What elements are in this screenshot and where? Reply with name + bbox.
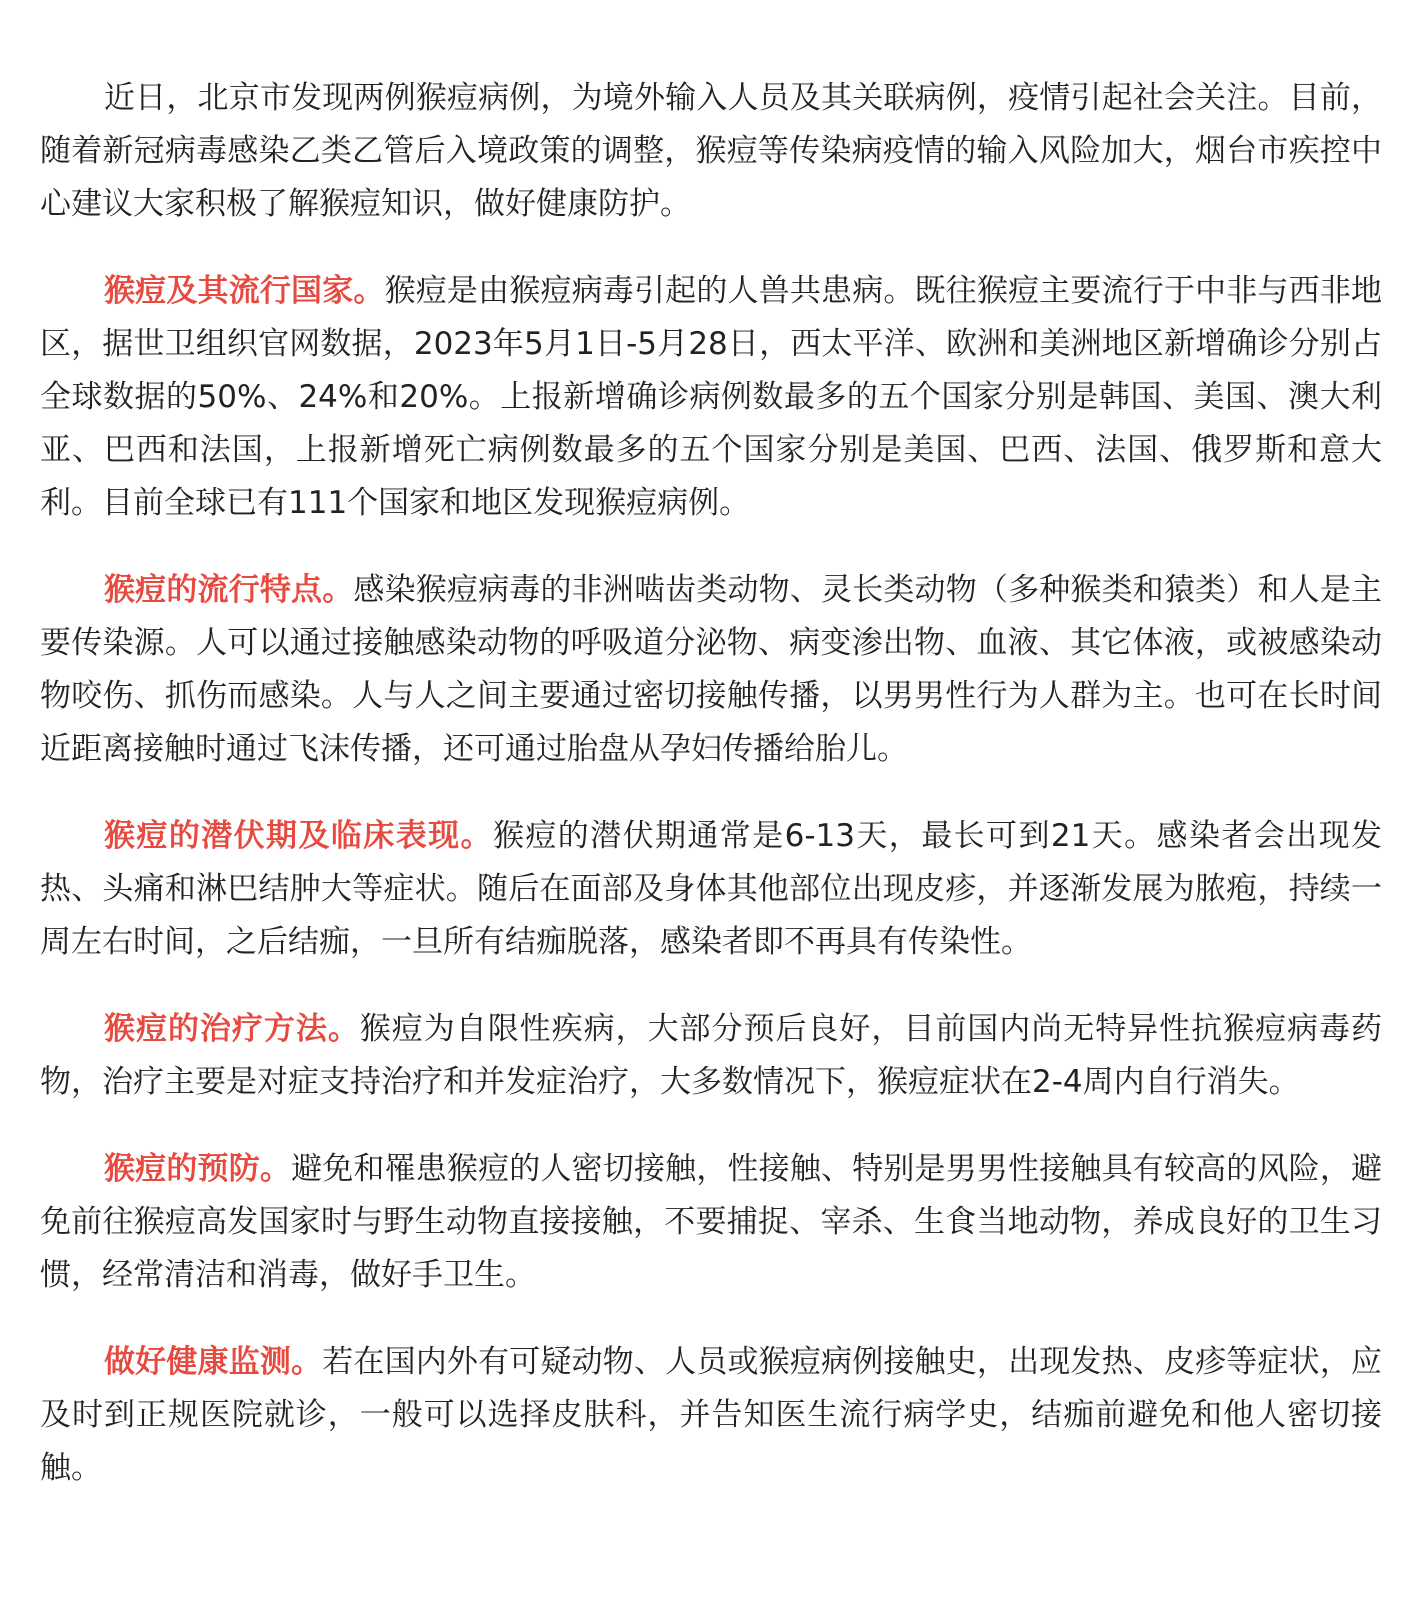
- section-paragraph: [40, 1003, 1382, 1109]
- intro-paragraph: [40, 72, 1382, 231]
- section-paragraph: [40, 1336, 1382, 1495]
- section-body: 猴痘为自限性疾病，大部分预后良好，目前国内尚无特异性抗猴痘病毒药物，治疗主要是对症支持治疗和并发症治疗，大多数情况下，猴痘症状在2-4周内自行消失。: [40, 1011, 1382, 1100]
- section-paragraph: [40, 564, 1382, 776]
- section-body: 避免和罹患猴痘的人密切接触，性接触、特别是男男性接触具有较高的风险，避免前往猴痘高发国家时与野生动物直接接触，不要捕捉、宰杀、生食当地动物，养成良好的卫生习惯，经常清洁和消毒，做好手卫生。: [40, 1151, 1383, 1293]
- section-heading: 猴痘的治疗方法。: [104, 1011, 360, 1047]
- section-body: 若在国内外有可疑动物、人员或猴痘病例接触史，出现发热、皮疹等症状，应及时到正规医院就诊，一般可以选择皮肤科，并告知医生流行病学史，结痂前避免和他人密切接触。: [40, 1344, 1383, 1486]
- intro-text: 近日，北京市发现两例猴痘病例，为境外输入人员及其关联病例，疫情引起社会关注。目前，随着新冠病毒感染乙类乙管后入境政策的调整，猴痘等传染病疫情的输入风险加大，烟台市疾控中心建议大家积极了解猴痘知识，做好健康防护。: [40, 80, 1382, 222]
- section-heading: 猴痘的潜伏期及临床表现。: [104, 818, 493, 854]
- section-body: 猴痘是由猴痘病毒引起的人兽共患病。既往猴痘主要流行于中非与西非地区，据世卫组织官网数据，2023年5月1日-5月28日，西太平洋、欧洲和美洲地区新增确诊分别占全球数据的50%、24%和20%。上报新增确诊病例数最多的五个国家分别是韩国、美国、澳大利亚、巴西和法国，上报新增死亡病例数最多的五个国家分别是美国、巴西、法国、俄罗斯和意大利。目前全球已有111个国家和地区发现猴痘病例。: [40, 273, 1382, 521]
- section-heading: 猴痘的预防。: [104, 1151, 292, 1187]
- section-heading: 猴痘的流行特点。: [104, 572, 354, 608]
- section-body: 猴痘的潜伏期通常是6-13天，最长可到21天。感染者会出现发热、头痛和淋巴结肿大等症状。随后在面部及身体其他部位出现皮疹，并逐渐发展为脓疱，持续一周左右时间，之后结痂，一旦所有结痂脱落，感染者即不再具有传染性。: [40, 818, 1382, 960]
- section-paragraph: [40, 265, 1382, 530]
- section-paragraph: [40, 810, 1382, 969]
- section-paragraph: [40, 1143, 1382, 1302]
- section-body: 感染猴痘病毒的非洲啮齿类动物、灵长类动物（多种猴类和猿类）和人是主要传染源。人可以通过接触感染动物的呼吸道分泌物、病变渗出物、血液、其它体液，或被感染动物咬伤、抓伤而感染。人与人之间主要通过密切接触传播，以男男性行为人群为主。也可在长时间近距离接触时通过飞沫传播，还可通过胎盘从孕妇传播给胎儿。: [40, 572, 1383, 767]
- section-heading: 做好健康监测。: [104, 1344, 323, 1380]
- section-heading: 猴痘及其流行国家。: [104, 273, 385, 309]
